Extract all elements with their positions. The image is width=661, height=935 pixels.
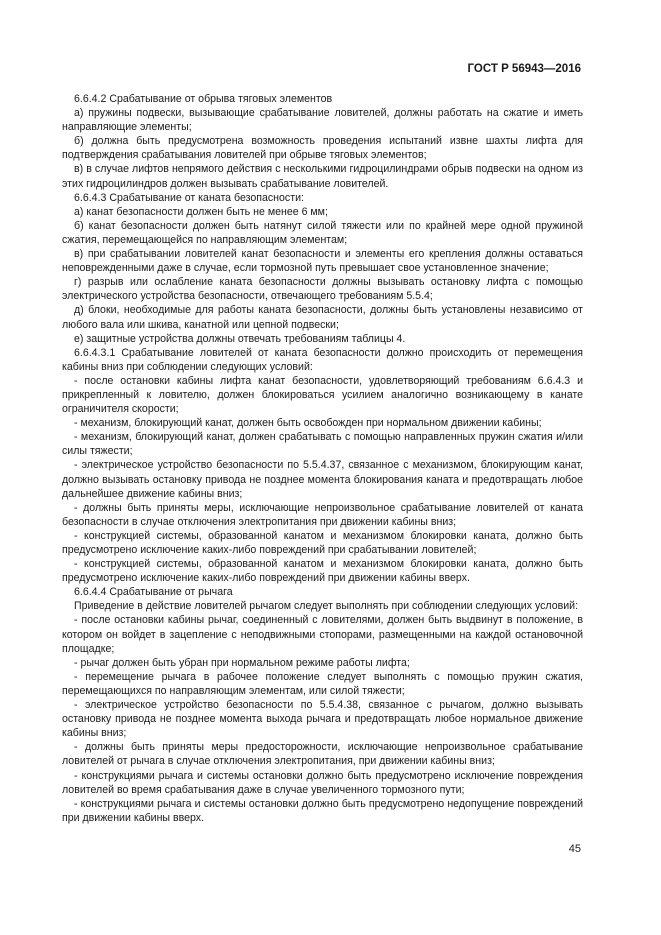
list-item: - электрическое устройство безопасности по 5.5.4.37, связанное с механизмом, блокирующим канат, должно вызывать остановку привода не позднее момента блокирования каната и предотвращать любое дальнейшее движение кабины вниз; <box>62 459 583 500</box>
list-item: - конструкцией системы, образованной канатом и механизмом блокировки каната, должно быть предусмотрено исключение каких-либо повреждений при движении кабины вверх. <box>62 558 583 585</box>
paragraph: б) канат безопасности должен быть натянут силой тяжести или по крайней мере одной пружиной сжатия, перемещающейся по направляющим элементам; <box>62 219 583 246</box>
list-item: - после остановки кабины лифта канат безопасности, удовлетворяющий требованиям 6.6.4.3 и прикрепленный к ловителю, должен блокироваться усилием аналогично возникающему в канате ограничителя скорости; <box>62 374 583 416</box>
document-body <box>62 92 583 825</box>
section-heading-6-6-4-3: 6.6.4.3 Срабатывание от каната безопасности: <box>74 191 304 204</box>
section-heading-6-6-4-4: 6.6.4.4 Срабатывание от рычага <box>74 586 233 599</box>
list-item: - должны быть приняты меры предосторожности, исключающие непроизвольное срабатывание ловителей от рычага в случае отключения электропитания, при движении кабины вниз; <box>62 741 583 768</box>
paragraph: г) разрыв или ослабление каната безопасности должны вызывать остановку лифта с помощью электрического устройства безопасности, отвечающего требованиям 5.5.4; <box>62 276 583 303</box>
list-item: - конструкциями рычага и системы остановки должно быть предусмотрено недопущение повреждений при движении кабины вверх. <box>62 797 583 824</box>
list-item: - рычаг должен быть убран при нормальном режиме работы лифта; <box>74 656 410 669</box>
paragraph: Приведение в действие ловителей рычагом следует выполнять при соблюдении следующих условий: <box>74 600 579 613</box>
list-item: - конструкцией системы, образованной канатом и механизмом блокировки каната, должно быть предусмотрено исключение каких-либо повреждений при срабатывании ловителей; <box>62 529 583 556</box>
paragraph: д) блоки, необходимые для работы каната безопасности, должны быть установлены независимо от любого вала или шкива, канатной или цепной подвески; <box>62 304 583 331</box>
paragraph: а) пружины подвески, вызывающие срабатывание ловителей, должны работать на сжатие и иметь направляющие элементы; <box>62 107 583 134</box>
section-heading-6-6-4-3-1: 6.6.4.3.1 Срабатывание ловителей от каната безопасности должно происходить от перемещения кабины вниз при соблюдении следующих условий: <box>62 346 583 373</box>
paragraph: в) при срабатывании ловителей канат безопасности и элементы его крепления должны оставаться неповрежденными даже в случае, если тормозной путь превышает свое установленное значение; <box>62 248 583 275</box>
paragraph: б) должна быть предусмотрена возможность проведения испытаний извне шахты лифта для подтверждения срабатывания ловителей при обрыве тяговых элементов; <box>62 135 583 162</box>
paragraph: е) защитные устройства должны отвечать требованиям таблицы 4. <box>74 332 406 345</box>
page-number: 45 <box>568 843 581 855</box>
list-item: - после остановки кабины рычаг, соединенный с ловителями, должен быть выдвинут в положение, в котором он войдет в зацепление с неподвижными стопорами, размещенными на каждой остановочной площадке; <box>62 614 583 655</box>
list-item: - перемещение рычага в рабочее положение следует выполнять с помощью пружин сжатия, перемещающихся по направляющим элементам, или силой тяжести; <box>62 670 583 697</box>
list-item: - конструкциями рычага и системы остановки должно быть предусмотрено исключение повреждения ловителей во время срабатывания даже в случае увеличенного тормозного пути; <box>62 769 583 796</box>
list-item: - механизм, блокирующий канат, должен срабатывать с помощью направленных пружин сжатия и/или силы тяжести; <box>62 431 583 458</box>
section-heading-6-6-4-2: 6.6.4.2 Срабатывание от обрыва тяговых элементов <box>74 93 333 105</box>
paragraph: а) канат безопасности должен быть не менее 6 мм; <box>74 205 328 218</box>
list-item: - электрическое устройство безопасности по 5.5.4.38, связанное с рычагом, должно вызывать остановку привода не позднее момента выхода рычага и предотвращать любое нормальное движение кабины вниз; <box>62 699 583 740</box>
paragraph: в) в случае лифтов непрямого действия с несколькими гидроцилиндрами обрыв подвески на одном из этих гидроцилиндров должен вызывать срабатывание ловителей. <box>62 163 583 190</box>
list-item: - механизм, блокирующий канат, должен быть освобожден при нормальном движении кабины; <box>74 417 542 430</box>
list-item: - должны быть приняты меры, исключающие непроизвольное срабатывание ловителей от каната безопасности в случае отключения электропитания при движении кабины вниз; <box>62 501 583 528</box>
standard-number: ГОСТ Р 56943—2016 <box>467 63 581 75</box>
